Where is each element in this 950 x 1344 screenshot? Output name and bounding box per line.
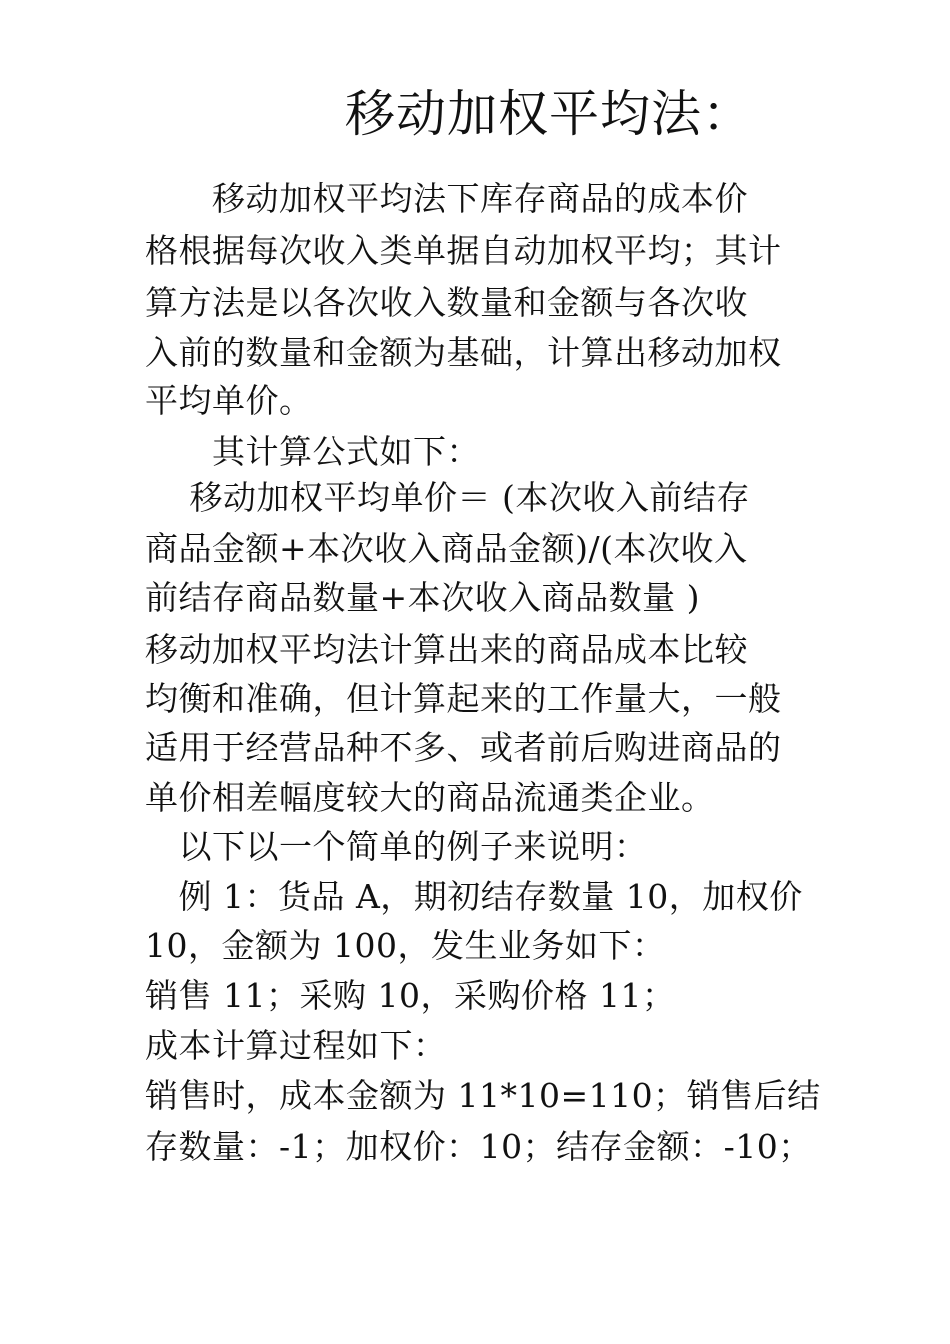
paragraph-line: 平均单价。 bbox=[145, 381, 313, 420]
paragraph-line: 入前的数量和金额为基础，计算出移动加权 bbox=[145, 333, 782, 372]
paragraph-line: 其计算公式如下： bbox=[145, 432, 480, 471]
example-line: 销售时，成本金额为 11*10=110；销售后结 bbox=[145, 1076, 821, 1115]
example-line: 10，金额为 100，发生业务如下： bbox=[145, 926, 666, 965]
paragraph-line: 格根据每次收入类单据自动加权平均；其计 bbox=[145, 231, 782, 270]
document-title: 移动加权平均法： bbox=[345, 85, 753, 143]
paragraph-line: 单价相差幅度较大的商品流通类企业。 bbox=[145, 778, 715, 817]
formula-line: 移动加权平均单价＝ (本次收入前结存 bbox=[145, 478, 750, 517]
example-line: 例 1：货品 A，期初结存数量 10，加权价 bbox=[145, 877, 803, 916]
example-line: 存数量：-1；加权价：10；结存金额：-10； bbox=[145, 1127, 812, 1166]
formula-line: 商品金额+本次收入商品金额)/(本次收入 bbox=[145, 529, 748, 568]
formula-line: 前结存商品数量+本次收入商品数量 ) bbox=[145, 578, 701, 617]
paragraph-line: 移动加权平均法计算出来的商品成本比较 bbox=[145, 630, 748, 669]
example-line: 销售 11；采购 10，采购价格 11； bbox=[145, 976, 676, 1015]
paragraph-line: 算方法是以各次收入数量和金额与各次收 bbox=[145, 283, 748, 322]
example-line: 成本计算过程如下： bbox=[145, 1026, 447, 1065]
paragraph-line: 以下以一个简单的例子来说明： bbox=[145, 827, 648, 866]
paragraph-line: 移动加权平均法下库存商品的成本价 bbox=[145, 179, 748, 218]
paragraph-line: 适用于经营品种不多、或者前后购进商品的 bbox=[145, 728, 782, 767]
paragraph-line: 均衡和准确，但计算起来的工作量大，一般 bbox=[145, 679, 782, 718]
